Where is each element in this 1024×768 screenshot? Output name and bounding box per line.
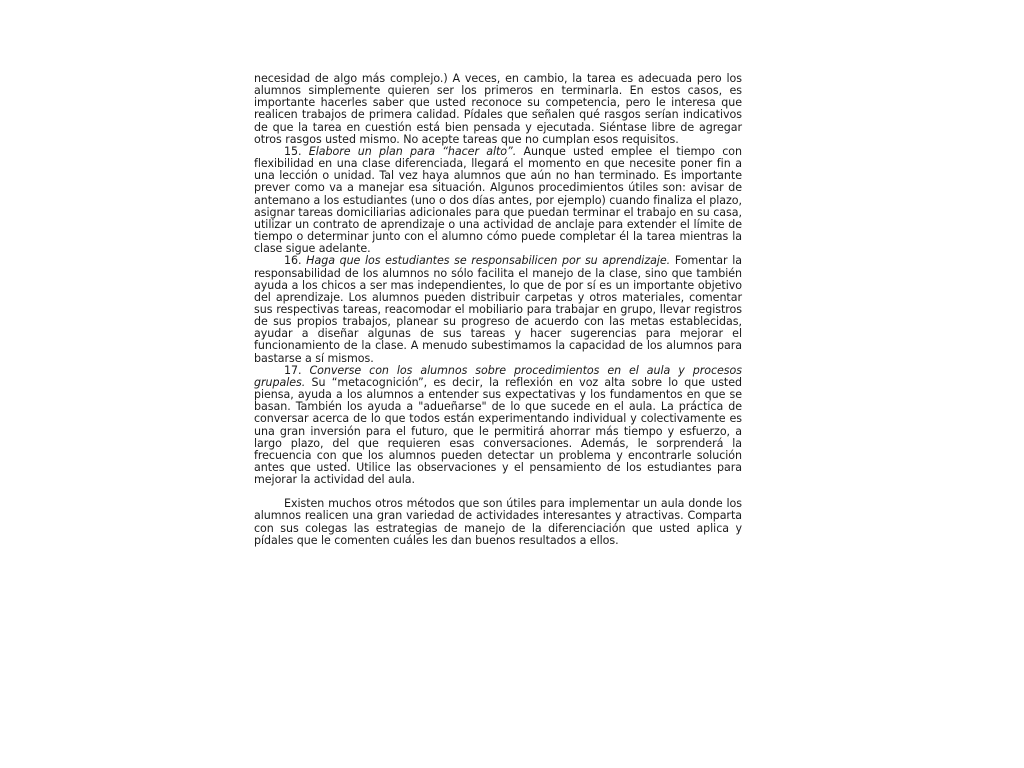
paragraph-item-17 <box>254 365 742 487</box>
item-heading: Elabore un plan para “hacer alto”. <box>308 144 517 158</box>
item-number: 16. <box>284 254 302 268</box>
paragraph-continuation: necesidad de algo más complejo.) A veces, en cambio, la tarea es adecuada pero los alumnos simplemente quieren ser los primeros en terminarla. En estos casos, es importante hacerles saber que usted reconoce su competencia, pero le interesa que realicen trabajos de primera calidad. Pídales que señalen qué rasgos serían indicativos de que la tarea en cuestión está bien pensada y ejecutada. Siéntase libre de agregar otros rasgos usted mismo. No acepte tareas que no cumplan esos requisitos. <box>254 72 742 146</box>
item-number: 15. <box>284 144 302 158</box>
item-body: Fomentar la responsabilidad de los alumnos no sólo facilita el manejo de la clase, sino que también ayuda a los chicos a ser mas independientes, lo que de por sí es un importante objetivo del aprendizaje. Los alumnos pueden distribuir carpetas y otros materiales, comentar sus respectivas tareas, reacomodar el mobiliario para trabajar en grupo, llevar registros de sus propios trabajos, planear su progreso de acuerdo con las metas establecidas, ayudar a diseñar algunas de sus tareas y hacer sugerencias para mejorar el funcionamiento de la clase. A menudo subestimamos la capacidad de los alumnos para bastarse a sí mismos. <box>254 254 742 365</box>
item-heading: Converse con los alumnos sobre procedimientos en el aula y procesos grupales. <box>254 363 743 389</box>
paragraph-closing: Existen muchos otros métodos que son útiles para implementar un aula donde los alumnos realicen una gran variedad de actividades interesantes y atractivas. Comparta con sus colegas las estrategias de manejo de la diferenciación que usted aplica y pídales que le comenten cuáles les dan buenos resultados a ellos. <box>254 497 742 547</box>
paragraph-item-16 <box>254 255 742 364</box>
item-body: Aunque usted emplee el tiempo con flexibilidad en una clase diferenciada, llegará el momento en que necesite poner fin a una lección o unidad. Tal vez haya alumnos que aún no han terminado. Es importante prever como va a manejar esa situación. Algunos procedimientos útiles son: avisar de antemano a los estudiantes (uno o dos días antes, por ejemplo) cuando finaliza el plazo, asignar tareas domiciliarias adicionales para que puedan terminar el trabajo en su casa, utilizar un contrato de aprendizaje o una actividad de anclaje para extender el límite de tiempo o determinar junto con el alumno cómo puede completar él la tarea mientras la clase sigue adelante. <box>254 144 743 256</box>
paragraph-item-15 <box>254 146 742 255</box>
item-body: Su “metacognición”, es decir, la reflexión en voz alta sobre lo que usted piensa, ayuda a los alumnos a entender sus expectativas y los fundamentos en que se basan. También los ayuda a "adueñarse" de lo que sucede en el aula. La práctica de conversar acerca de lo que todos están experimentando individual y colectivamente es una gran inversión para el futuro, que le permitirá ahorrar más tiempo y esfuerzo, a largo plazo, del que requieren esas conversaciones. Además, le sorprenderá la frecuencia con que los alumnos pueden detectar un problema y encontrarle solución antes que usted. Utilice las observaciones y el pensamiento de los estudiantes para mejorar la actividad del aula. <box>254 375 742 487</box>
document-page <box>254 73 742 547</box>
item-number: 17. <box>284 363 302 377</box>
item-heading: Haga que los estudiantes se responsabilicen por su aprendizaje. <box>306 254 671 268</box>
